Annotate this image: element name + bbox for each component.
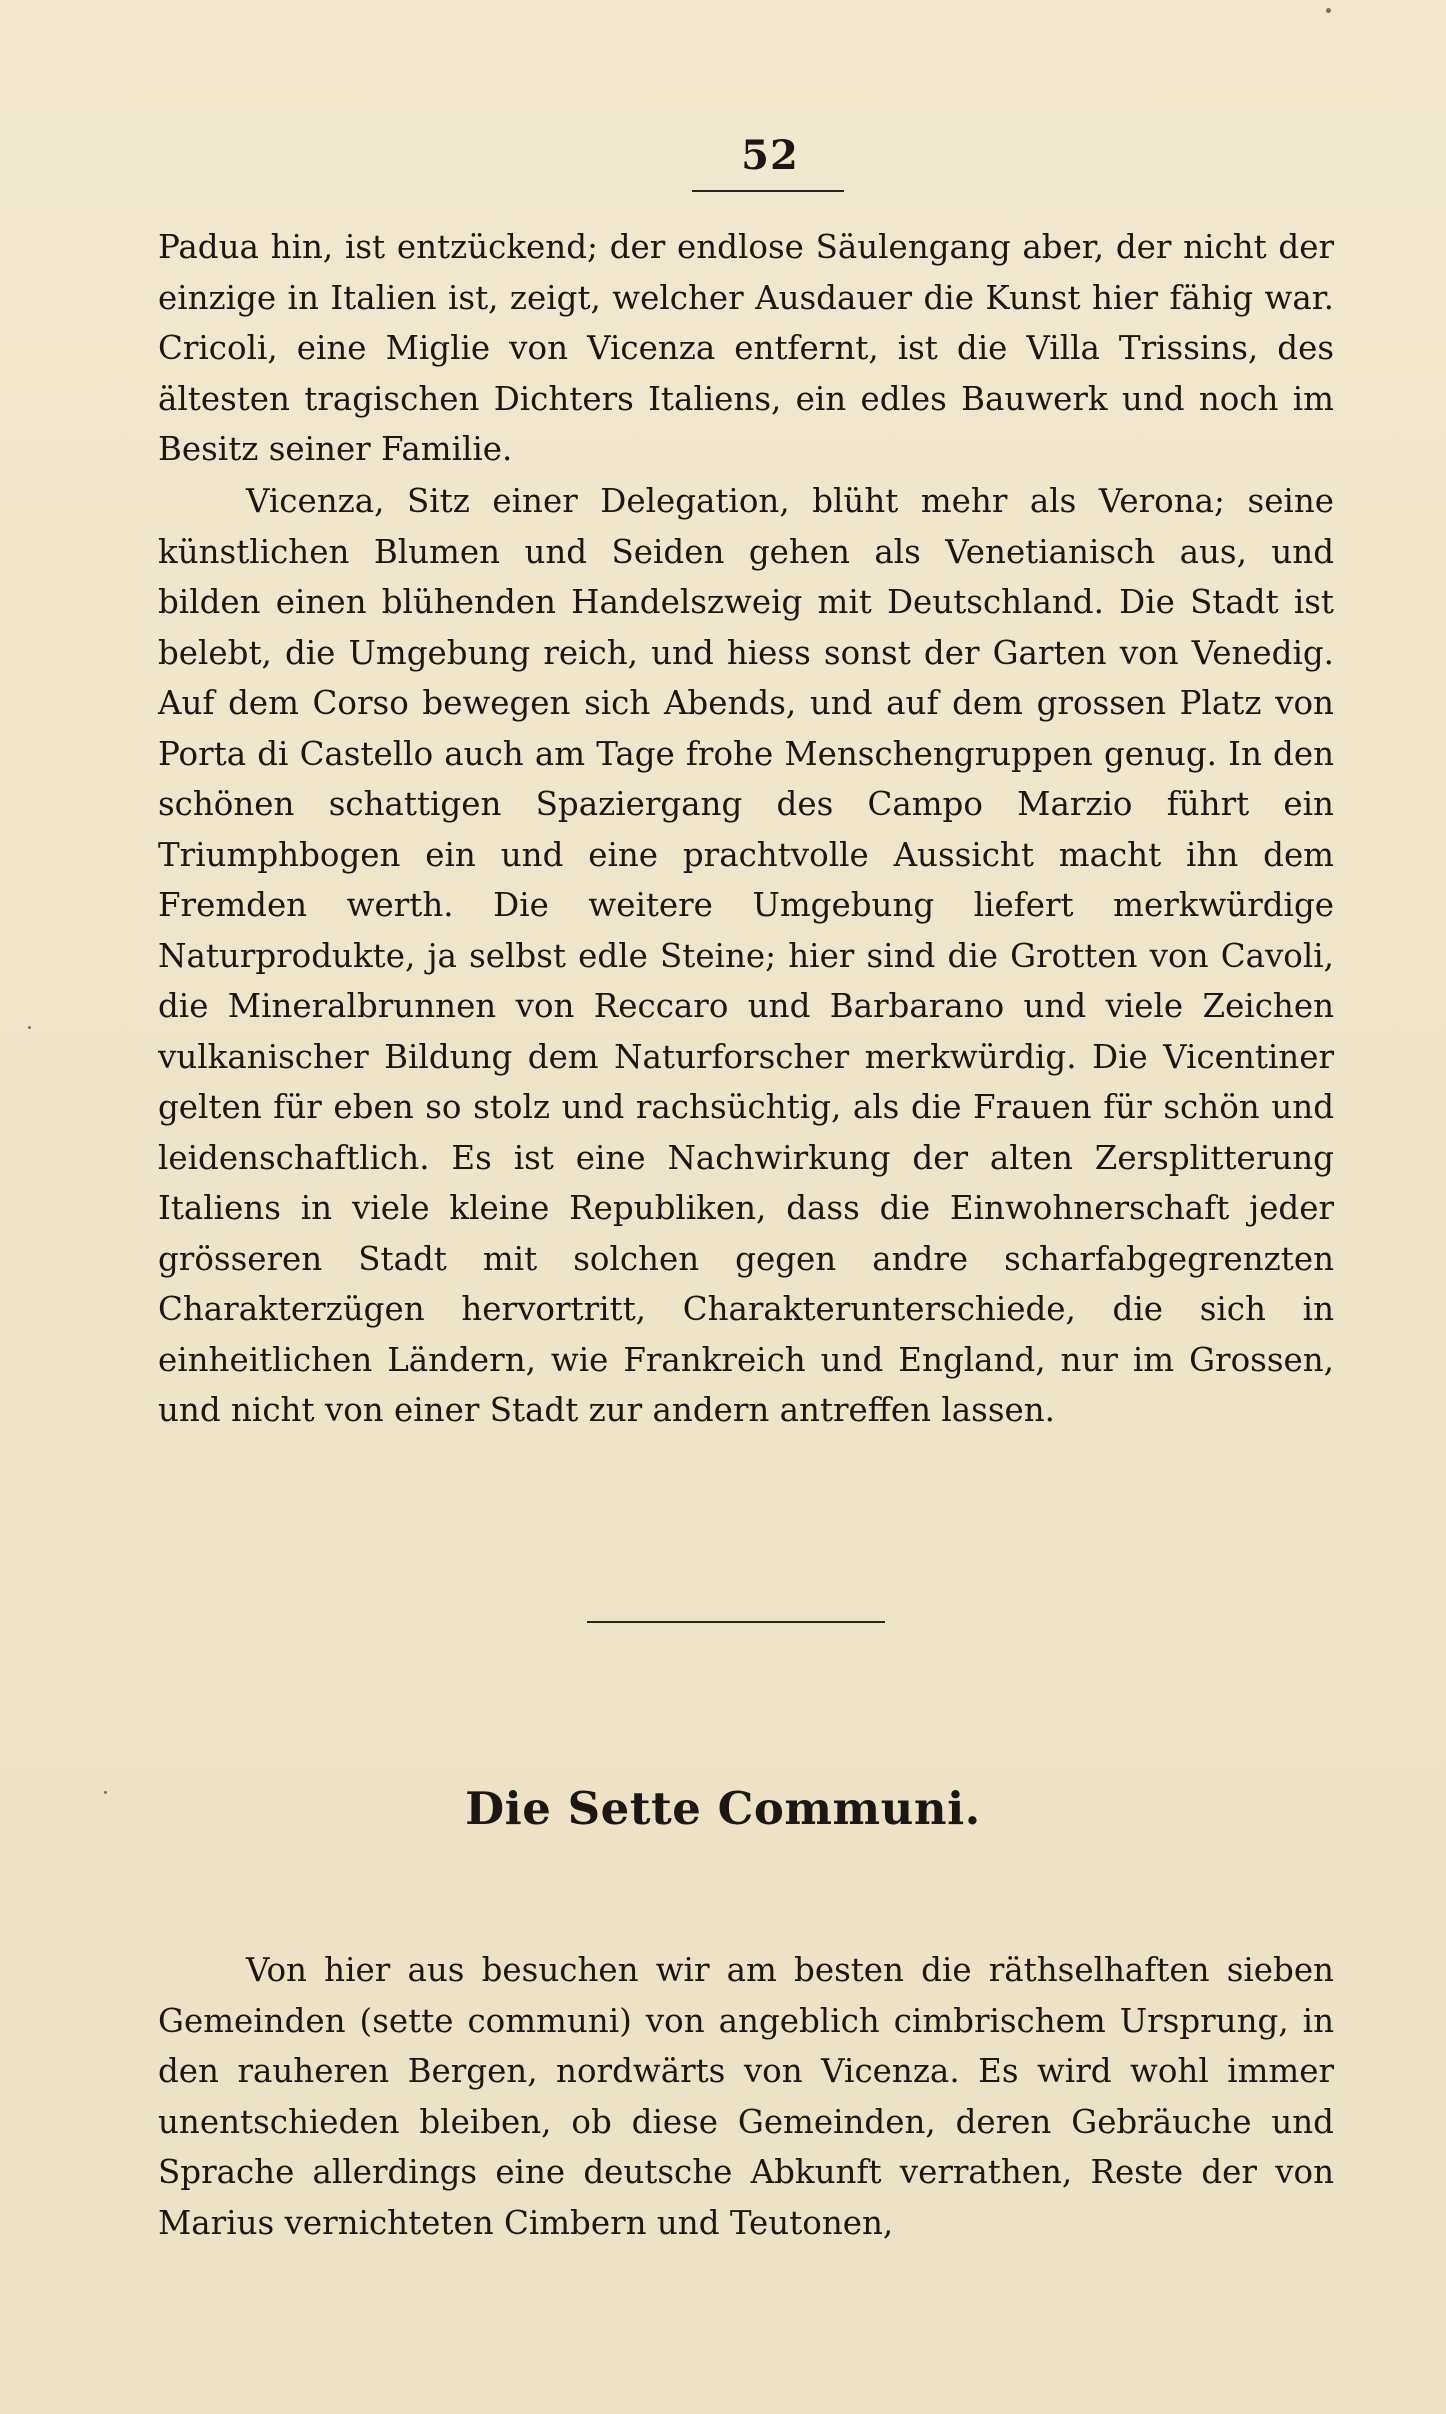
paper-speck xyxy=(104,1791,107,1794)
page-number-rule xyxy=(692,190,844,192)
section-separator xyxy=(587,1621,885,1623)
section-title: Die Sette Communi. xyxy=(465,1782,981,1835)
paragraph-sette-communi xyxy=(158,1945,1334,2248)
paragraph-padua xyxy=(158,222,1334,475)
paper-speck xyxy=(1326,8,1331,13)
paper-speck xyxy=(28,1026,31,1029)
paragraph-text: Vicenza, Sitz einer Delegation, blüht mehr als Verona; seine künstlichen Blumen und Seiden gehen als Venetianisch aus, und bilden einen blühenden Handelszweig mit Deutschland. Die Stadt ist belebt, die Umgebung reich, und hiess sonst der Garten von Venedig. Auf dem Corso bewegen sich Abends, und auf dem grossen Platz von Porta di Castello auch am Tage frohe Menschengruppen genug. In den schönen schattigen Spaziergang des Campo Marzio führt ein Triumphbogen ein und eine prachtvolle Aussicht macht ihn dem Fremden werth. Die weitere Umgebung liefert merkwürdige Naturprodukte, ja selbst edle Steine; hier sind die Grotten von Cavoli, die Mineralbrunnen von Reccaro und Barbarano und viele Zeichen vulkanischer Bildung dem Naturforscher merkwürdig. Die Vicentiner gelten für eben so stolz und rachsüchtig, als die Frauen für schön und leidenschaftlich. Es ist eine Nachwirkung der alten Zersplitterung Italiens in viele kleine Republiken, dass die Einwohnerschaft jeder grösseren Stadt mit solchen gegen andre scharfabgegrenzten Charakterzügen hervortritt, Charakterunterschiede, die sich in einheitlichen Ländern, wie Frankreich und England, nur im Grossen, und nicht von einer Stadt zur andern antreffen lassen. xyxy=(158,482,1334,1429)
paragraph-text: Padua hin, ist entzückend; der endlose Säulengang aber, der nicht der einzige in Italien ist, zeigt, welcher Ausdauer die Kunst hier fähig war. Cricoli, eine Miglie von Vicenza entfernt, ist die Villa Trissins, des ältesten tragischen Dichters Italiens, ein edles Bauwerk und noch im Besitz seiner Familie. xyxy=(158,228,1334,468)
paragraph-text: Von hier aus besuchen wir am besten die räthselhaften sieben Gemeinden (sette communi) von angeblich cimbrischem Ursprung, in den rauheren Bergen, nordwärts von Vicenza. Es wird wohl immer unentschieden bleiben, ob diese Gemeinden, deren Gebräuche und Sprache allerdings eine deutsche Abkunft verrathen, Reste der von Marius vernichteten Cimbern und Teutonen, xyxy=(158,1951,1334,2242)
paragraph-vicenza xyxy=(158,476,1334,1436)
page-number: 52 xyxy=(741,132,799,179)
